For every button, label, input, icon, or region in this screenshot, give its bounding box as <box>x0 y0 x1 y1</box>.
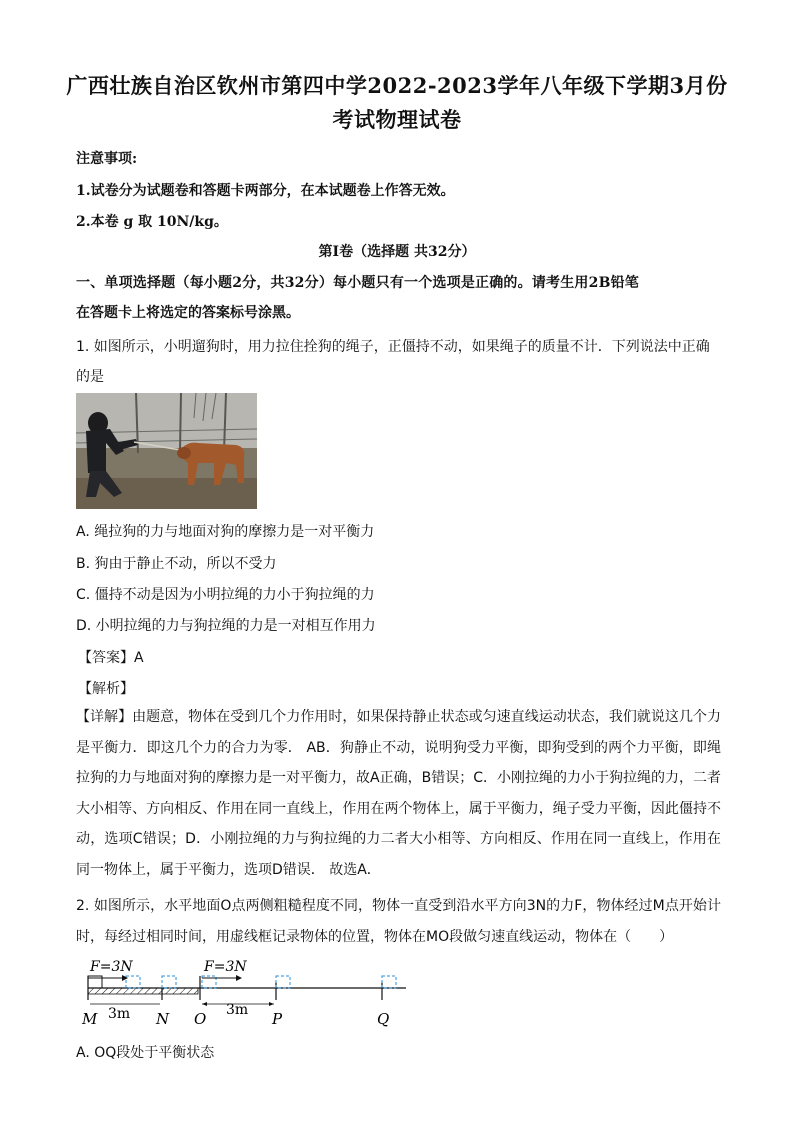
section-title: 第Ⅰ卷（选择题 共32分） <box>318 244 476 260</box>
force-label-1: F=3N <box>90 959 133 975</box>
q1-option-c: C. 僵持不动是因为小明拉绳的力小于狗拉绳的力 <box>76 587 375 603</box>
q2-option-a: A. OQ段处于平衡状态 <box>76 1045 215 1061</box>
point-q-label: Q <box>377 1010 390 1028</box>
exam-title-line1: 广西壮族自治区钦州市第四中学2022-2023学年八年级下学期3月份 <box>66 73 728 98</box>
motion-diagram <box>76 956 416 1028</box>
q1-option-d: D. 小明拉绳的力与狗拉绳的力是一对相互作用力 <box>76 618 376 634</box>
distance-label-2: 3m <box>226 1002 249 1018</box>
point-o-label: O <box>194 1010 207 1028</box>
q1-option-b: B. 狗由于静止不动，所以不受力 <box>76 556 277 572</box>
notes-item-2: 2.本卷 g 取 10N/kg。 <box>76 214 228 230</box>
section-instruction-line1: 一、单项选择题（每小题2分，共32分）每小题只有一个选项是正确的。请考生用2B铅笔 <box>76 275 639 291</box>
q1-analysis: 【详解】由题意，物体在受到几个力作用时，如果保持静止状态或匀速直线运动状态，我们就说这几个力是平衡力．即这几个力的合力为零． AB．狗静止不动，说明狗受力平衡，即狗受到的两个力平衡，即绳拉狗的力与地面对狗的摩擦力是一对平衡力，故A正确，B错误；C．小刚拉绳的力小于狗拉绳的力，二者大小相等、方向相反、作用在同一直线上，作用在两个物体上，属于平衡力，绳子受力平衡，因此僵持不动，选项C错误；D．小刚拉绳的力与狗拉绳的力二者大小相等、方向相反、作用在同一直线上，作用在同一物体上，属于平衡力，选项D错误． 故选A． <box>76 709 721 878</box>
point-m-label: M <box>82 1010 98 1028</box>
section-instruction-line2: 在答题卡上将选定的答案标号涂黑。 <box>76 305 300 321</box>
notes-item-1: 1.试卷分为试题卷和答题卡两部分，在本试题卷上作答无效。 <box>76 183 455 199</box>
q1-stem-line2: 的是 <box>76 369 104 385</box>
point-p-label: P <box>272 1010 283 1028</box>
q1-analysis-heading: 【解析】 <box>78 681 134 697</box>
force-label-2: F=3N <box>204 959 247 975</box>
point-n-label: N <box>156 1010 170 1028</box>
exam-title-line2: 考试物理试卷 <box>332 107 462 132</box>
q1-answer: 【答案】A <box>78 650 144 666</box>
q2-stem: 2. 如图所示，水平地面O点两侧粗糙程度不同，物体一直受到沿水平方向3N的力F，物体经过M点开始计时，每经过相同时间，用虚线框记录物体的位置，物体在MO段做匀速直线运动，物体在（ ） <box>76 898 721 945</box>
dog-walking-photo <box>76 393 257 509</box>
distance-label-1: 3m <box>108 1006 131 1022</box>
q1-stem-line1: 1. 如图所示，小明遛狗时，用力拉住拴狗的绳子，正僵持不动，如果绳子的质量不计．下列说法中正确 <box>76 339 710 355</box>
q1-option-a: A. 绳拉狗的力与地面对狗的摩擦力是一对平衡力 <box>76 524 375 540</box>
notes-heading: 注意事项: <box>76 151 138 167</box>
